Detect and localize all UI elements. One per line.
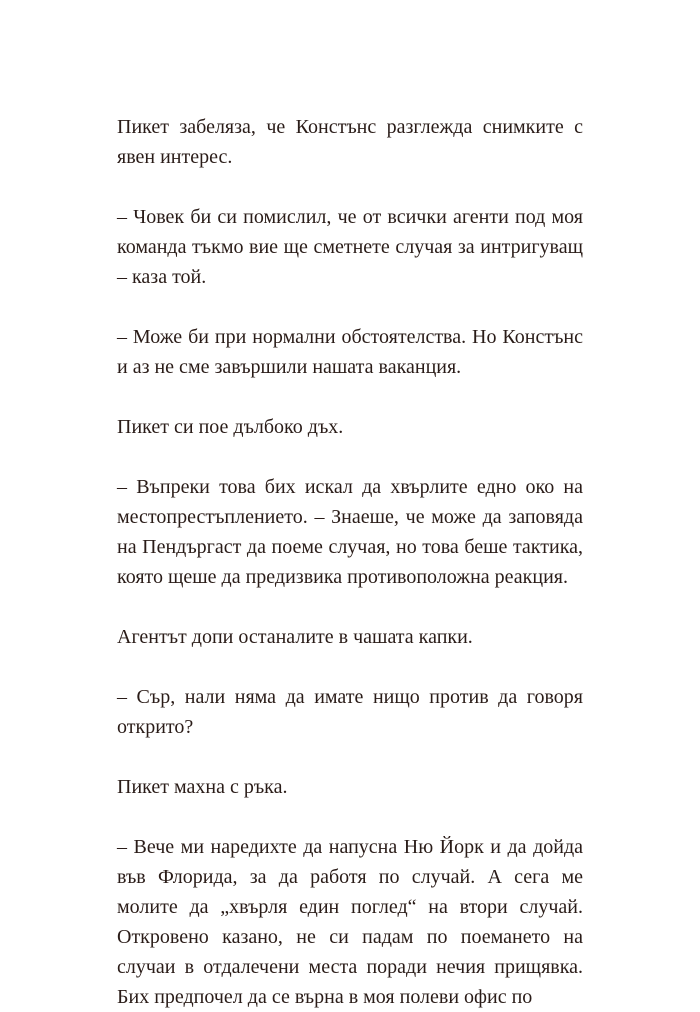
paragraph: – Може би при нормални обстоятелства. Но Констънс и аз не сме завършили нашата ваканция. [117,326,583,378]
paragraph: Агентът допи останалите в чашата капки. [117,626,473,648]
paragraph: – Сър, нали няма да имате нищо против да говоря открито? [117,686,583,738]
paragraph: – Въпреки това бих искал да хвърлите едно око на местопрестъплението. – Знаеше, че може да заповяда на Пендъргаст да поеме случая, но това беше тактика, която щеше да предизвика противоположна реакция. [117,476,583,588]
paragraph: Пикет си пое дълбоко дъх. [117,416,344,438]
paragraph: – Вече ми наредихте да напусна Ню Йорк и да дойда във Флорида, за да работя по случай. А сега ме молите да „хвърля един поглед“ на втори случай. Откровено казано, не си падам по поемането на случаи в отдалечени места поради нечия прищявка. Бих предпочел да се върна в моя полеви офис по [117,836,583,1008]
page-body [117,112,583,1012]
paragraph: Пикет махна с ръка. [117,776,288,798]
paragraph: Пикет забеляза, че Констънс разглежда снимките с явен интерес. [117,116,583,168]
paragraph: – Човек би си помислил, че от всички агенти под моя команда тъкмо вие ще сметнете случая за интригуващ – каза той. [117,206,583,288]
